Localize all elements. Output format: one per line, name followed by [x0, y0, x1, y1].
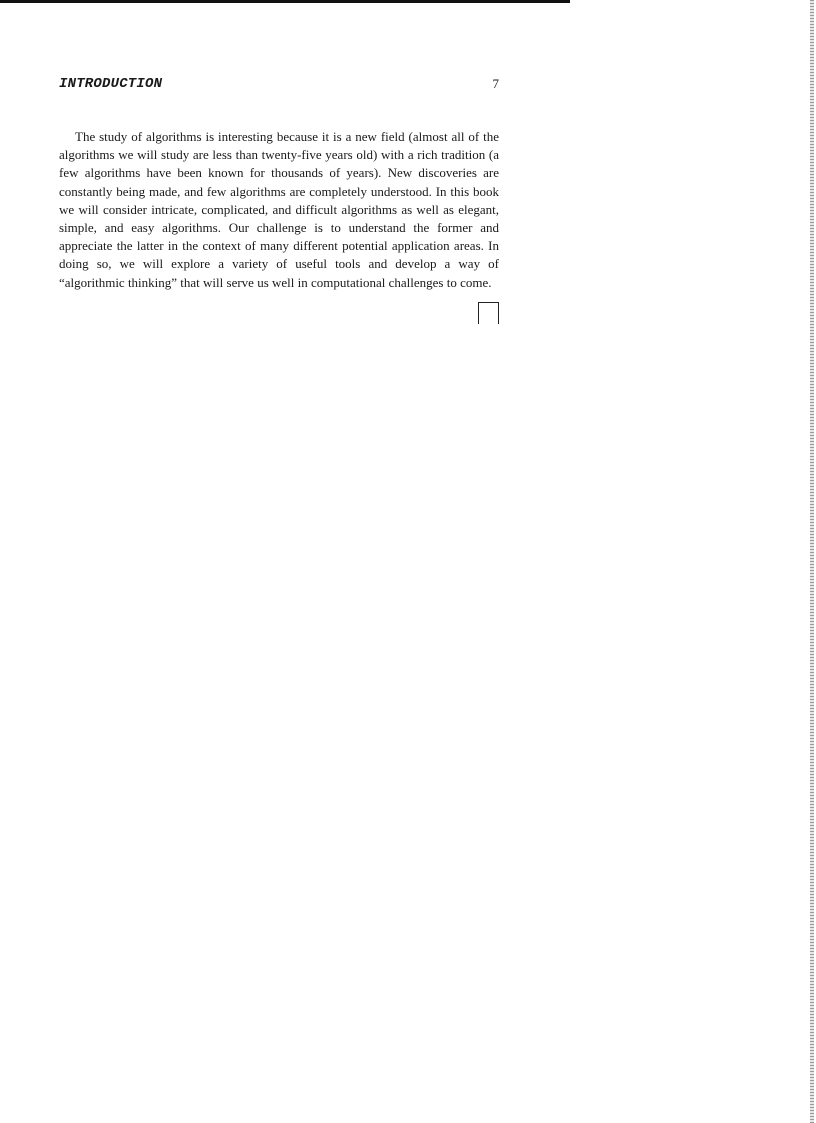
body-paragraph: The study of algorithms is interesting because it is a new field (almost all of the algorithms we will study are less than twenty-five years old) with a rich tradition (a few algorithms have been known for thousands of years). New discoveries are constantly being made, and few algorithms are completely understood. In this book we will consider intricate, complicated, and difficult algorithms as well as elegant, simple, and easy algorithms. Our challenge is to understand the former and appreciate the latter in the context of many different potential application areas. In doing so, we will explore a variety of useful tools and develop a way of “algorithmic thinking” that will serve us well in computational challenges to come. — [59, 129, 499, 290]
chapter-name: INTRODUCTION — [59, 76, 163, 92]
page-number: 7 — [492, 76, 499, 91]
qed-box-icon — [478, 302, 499, 324]
page-edge — [810, 0, 814, 1123]
running-head — [59, 76, 499, 98]
top-rule — [0, 0, 570, 3]
